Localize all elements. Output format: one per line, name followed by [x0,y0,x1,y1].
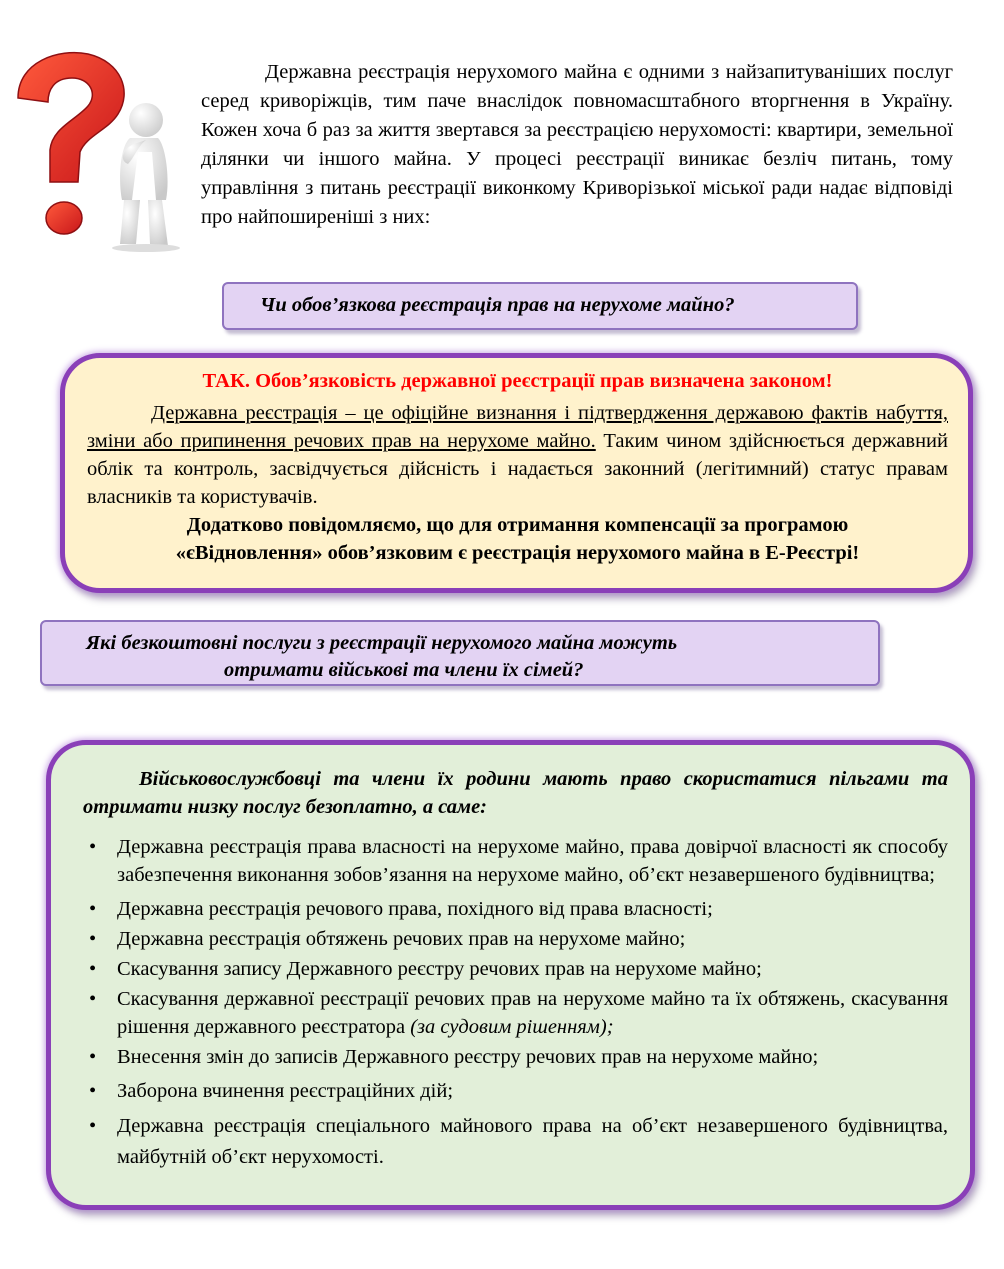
question-2-line-2: отримати військові та члени їх сімей? [224,659,584,681]
list-item: • Внесення змін до записів Державного реєстру речових прав на нерухоме майно; [83,1043,948,1071]
answer-1-title: ТАК. Обов’язковість державної реєстрації прав визначена законом! [202,370,833,392]
compensation-note [87,511,948,567]
question-mark-figure-illustration [0,40,185,255]
answer-1-box [60,353,973,593]
list-item: • Заборона вчинення реєстраційних дій; [83,1077,948,1105]
answer-2-box [46,740,975,1210]
answer-1-body-text: Таким чином здійснюється державний облік та контроль, засвідчується дійсність і надається законний (легітимний) статус правам власників та користувачів. [87,430,948,508]
list-item-text: Скасування державної реєстрації речових прав на нерухоме майно та їх обтяжень, скасування рішення державного реєстратора [117,988,948,1038]
answer-2-lead: Військовослужбовці та члени їх родини мають право скористатися пільгами та отримати низку послуг безоплатно, а саме: [83,768,948,818]
list-item: • Державна реєстрація обтяжень речових прав на нерухоме майно; [83,925,948,953]
intro-paragraph: Державна реєстрація нерухомого майна є одними з найзапитуваніших послуг серед криворіжців, тим паче внаслідок повномасштабного вторгнення в Україну. Кожен хоча б раз за життя звертався за реєстрацією нерухомості: квартири, земельної ділянки чи іншого майна. У процесі реєстрації виникає безліч питань, тому управління з питань реєстрації виконкому Криворізької міської ради надає відповіді про найпоширеніші з них: [201,61,953,228]
list-item: • Державна реєстрація речового права, похідного від права власності; [83,895,948,923]
registration-definition: Державна реєстрація – це офіційне визнання і підтвердження державою фактів набуття, зміни або припинення речових прав на нерухоме майно. [87,402,948,452]
list-item: • Скасування запису Державного реєстру речових прав на нерухоме майно; [83,955,948,983]
question-2-line-1: Які безкоштовні послуги з реєстрації нерухомого майна можуть [86,632,678,654]
list-item [83,985,948,1041]
free-services-list [83,833,948,1173]
question-1-text: Чи обов’язкова реєстрація прав на нерухоме майно? [260,294,735,316]
compensation-note-line-2: «єВідновлення» обов’язковим є реєстрація нерухомого майна в Е-Реєстрі! [175,542,860,564]
list-item: • Державна реєстрація спеціального майнового права на об’єкт незавершеного будівництва, майбутній об’єкт нерухомості. [83,1111,948,1173]
list-item: • Державна реєстрація права власності на нерухоме майно, права довірчої власності як способу забезпечення виконання зобов’язання на нерухоме майно, об’єкт незавершеного будівництва; [83,833,948,889]
question-2-banner [40,620,880,686]
court-decision-note: (за судовим рішенням); [410,1016,614,1038]
compensation-note-line-1: Додатково повідомляємо, що для отримання компенсації за програмою [186,514,849,536]
answer-1-body [87,399,948,511]
question-1-banner [222,282,858,330]
